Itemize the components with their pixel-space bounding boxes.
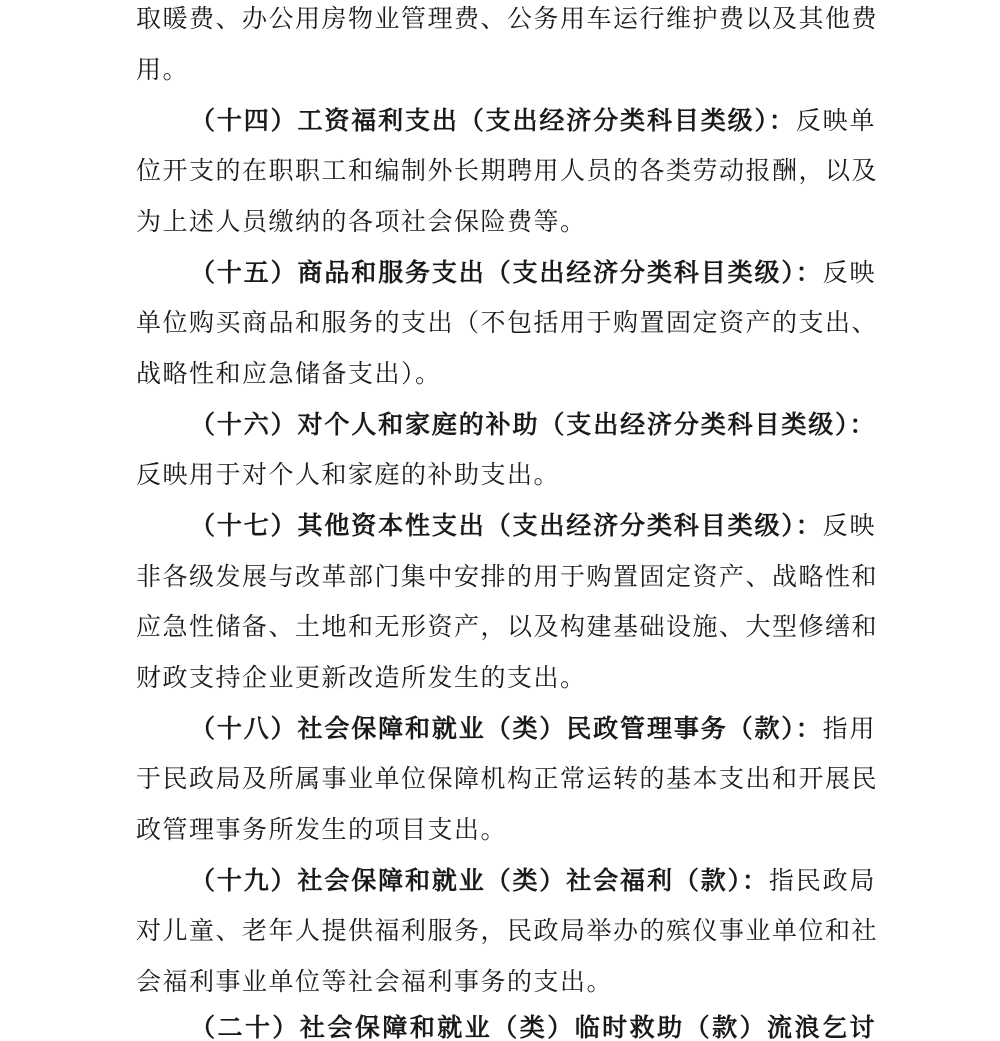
- paragraph-line: 用。: [136, 55, 190, 84]
- paragraph-line: 单位购买商品和服务的支出（不包括用于购置固定资产的支出、: [136, 308, 879, 337]
- paragraph-text: 指民政局: [768, 866, 876, 895]
- paragraph-first-line: [190, 256, 876, 290]
- section-heading-15: （十五）商品和服务支出（支出经济分类科目类级）：: [190, 258, 823, 287]
- paragraph-line: 应急性储备、土地和无形资产，以及构建基础设施、大型修缮和: [136, 612, 879, 641]
- paragraph-first-line: [190, 104, 876, 138]
- section-heading-16: （十六）对个人和家庭的补助（支出经济分类科目类级）：: [190, 410, 876, 439]
- paragraph-text: 反映: [822, 258, 876, 287]
- paragraph-line: 政管理事务所发生的项目支出。: [136, 815, 508, 844]
- paragraph-line: 为上述人员缴纳的各项社会保险费等。: [136, 207, 587, 236]
- section-heading-19: （十九）社会保障和就业（类）社会福利（款）：: [190, 866, 769, 895]
- paragraph-line: 取暖费、办公用房物业管理费、公务用车运行维护费以及其他费: [136, 4, 879, 33]
- paragraph-line: 战略性和应急储备支出）。: [136, 359, 442, 388]
- section-heading-20: （二十）社会保障和就业（类）临时救助（款）流浪乞讨: [190, 1013, 876, 1041]
- paragraph-first-line: [190, 509, 876, 543]
- section-heading-18: （十八）社会保障和就业（类）民政管理事务（款）：: [190, 714, 823, 743]
- paragraph-line: 会福利事业单位等社会福利事务的支出。: [136, 967, 614, 996]
- paragraph-line: 非各级发展与改革部门集中安排的用于购置固定资产、战略性和: [136, 562, 879, 591]
- section-heading-14: （十四）工资福利支出（支出经济分类科目类级）：: [190, 106, 796, 135]
- paragraph-line: 位开支的在职职工和编制外长期聘用人员的各类劳动报酬，以及: [136, 156, 879, 185]
- paragraph-first-line: [190, 864, 876, 898]
- paragraph-line: 反映用于对个人和家庭的补助支出。: [136, 460, 561, 489]
- section-heading-17: （十七）其他资本性支出（支出经济分类科目类级）：: [190, 511, 823, 540]
- paragraph-text: 反映: [822, 511, 876, 540]
- paragraph-text: 指用: [822, 714, 876, 743]
- paragraph-line: 财政支持企业更新改造所发生的支出。: [136, 663, 587, 692]
- paragraph-line: 于民政局及所属事业单位保障机构正常运转的基本支出和开展民: [136, 764, 879, 793]
- paragraph-first-line: [190, 408, 876, 442]
- paragraph-first-line: [190, 1011, 876, 1041]
- paragraph-line: 对儿童、老年人提供福利服务，民政局举办的殡仪事业单位和社: [136, 916, 879, 945]
- paragraph-text: 反映单: [795, 106, 876, 135]
- paragraph-first-line: [190, 712, 876, 746]
